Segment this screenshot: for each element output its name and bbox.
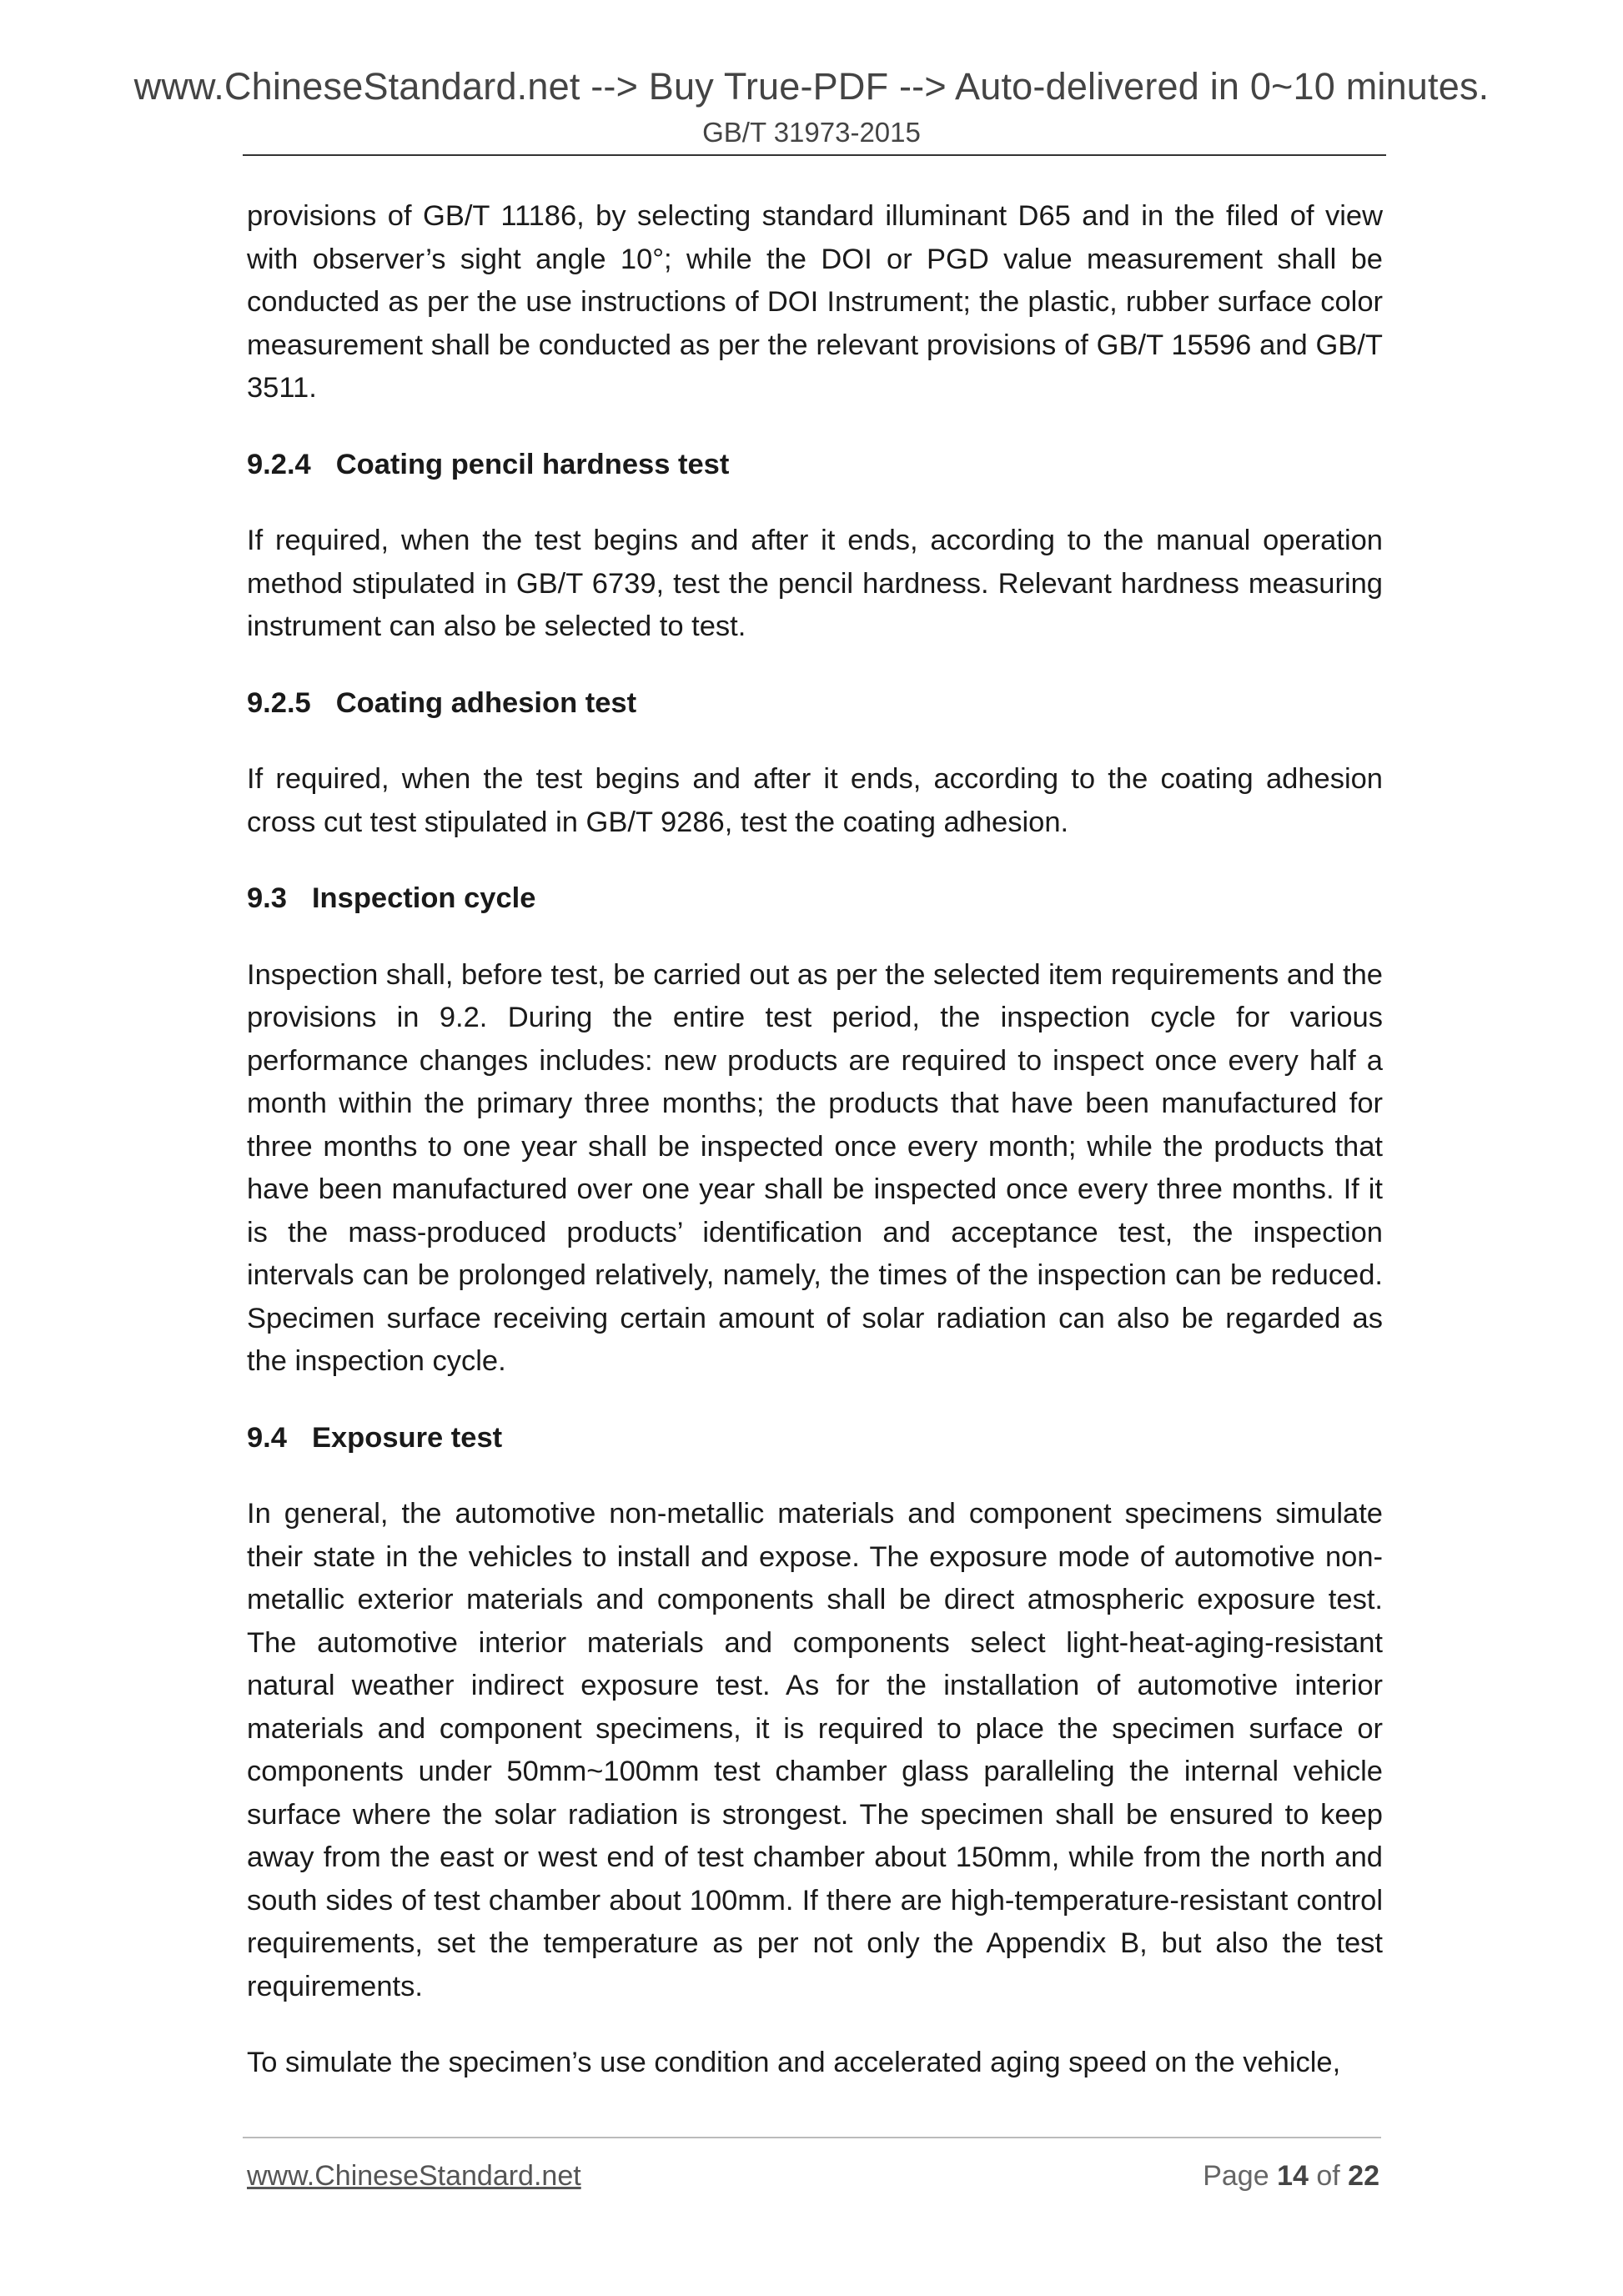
page-separator: of bbox=[1316, 2160, 1340, 2192]
page-prefix: Page bbox=[1203, 2160, 1269, 2192]
header-divider bbox=[243, 154, 1386, 156]
section-paragraph-9-4-continued: To simulate the specimen’s use condition and accelerated aging speed on the vehicle, bbox=[247, 2047, 1341, 2078]
section-title: Inspection cycle bbox=[311, 882, 536, 914]
section-paragraph-9-2-4: If required, when the test begins and after it ends, according to the manual operation method stipulated in GB/T 6739, test the pencil hardness. Relevant hardness measuring instrument can also be selected to test. bbox=[247, 525, 1383, 642]
section-heading-9-3 bbox=[247, 877, 1383, 921]
page-content bbox=[247, 195, 1383, 2118]
page-indicator bbox=[1203, 2160, 1379, 2193]
section-heading-9-2-5 bbox=[247, 682, 1383, 726]
section-heading-9-4 bbox=[247, 1417, 1383, 1460]
section-title: Coating adhesion test bbox=[335, 686, 637, 719]
page-current: 14 bbox=[1277, 2160, 1309, 2192]
document-id: GB/T 31973-2015 bbox=[702, 117, 921, 148]
header-banner: www.ChineseStandard.net --> Buy True-PDF --> Auto-delivered in 0~10 minutes. bbox=[133, 65, 1490, 108]
section-number: 9.3 bbox=[247, 882, 287, 914]
section-title: Exposure test bbox=[311, 1421, 503, 1454]
footer-website-link[interactable]: www.ChineseStandard.net bbox=[247, 2160, 581, 2192]
section-title: Coating pencil hardness test bbox=[335, 448, 730, 480]
section-paragraph-9-4: In general, the automotive non-metallic materials and component specimens simulate their state in the vehicles to install and expose. The exposure mode of automotive non-metallic exterior materials and components shall be direct atmospheric exposure test. The automotive interior materials and components select light-heat-aging-resistant natural weather indirect exposure test. As for the installation of automotive interior materials and component specimens, it is required to place the specimen surface or components under 50mm~100mm test chamber glass paralleling the internal vehicle surface where the solar radiation is strongest. The specimen shall be ensured to keep away from the east or west end of test chamber about 150mm, while from the north and south sides of test chamber about 100mm. If there are high-temperature-resistant control requirements, set the temperature as per not only the Appendix B, but also the test requirements. bbox=[247, 1498, 1383, 2002]
section-number: 9.4 bbox=[247, 1421, 287, 1454]
page-total: 22 bbox=[1348, 2160, 1379, 2192]
section-paragraph-9-2-5: If required, when the test begins and after it ends, according to the coating adhesion cross cut test stipulated in GB/T 9286, test the coating adhesion. bbox=[247, 763, 1383, 838]
section-paragraph-9-3: Inspection shall, before test, be carried out as per the selected item requirements and the provisions in 9.2. During the entire test period, the inspection cycle for various performance changes includes: new products are required to inspect once every half a month within the primary three months; the products that have been manufactured for three months to one year shall be inspected once every month; while the products that have been manufactured over one year shall be inspected once every three months. If it is the mass-produced products’ identification and acceptance test, the inspection intervals can be prolonged relatively, namely, the times of the inspection can be reduced. Specimen surface receiving certain amount of solar radiation can also be regarded as the inspection cycle. bbox=[247, 958, 1383, 1377]
section-number: 9.2.5 bbox=[247, 686, 311, 719]
intro-paragraph: provisions of GB/T 11186, by selecting standard illuminant D65 and in the filed of view with observer’s sight angle 10°; while the DOI or PGD value measurement shall be conducted as per the use instructions of DOI Instrument; the plastic, rubber surface color measurement shall be conducted as per the relevant provisions of GB/T 15596 and GB/T 3511. bbox=[247, 200, 1383, 404]
footer-divider bbox=[243, 2137, 1381, 2138]
section-number: 9.2.4 bbox=[247, 448, 311, 480]
section-heading-9-2-4 bbox=[247, 444, 1383, 487]
